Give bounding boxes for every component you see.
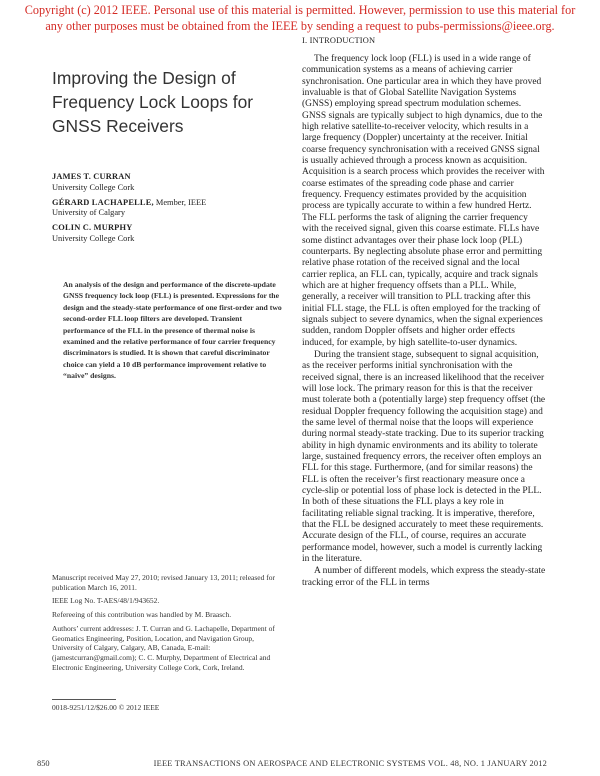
footnotes <box>52 573 284 677</box>
title-line-1: Improving the Design of <box>52 68 236 88</box>
paper-title <box>52 66 284 138</box>
body-text <box>302 54 546 589</box>
body-paragraph-3: A number of different models, which express the steady-state tracking error of the FLL in terms <box>302 566 546 588</box>
author-list <box>52 172 284 249</box>
author-affiliation: University of Calgary <box>52 208 126 218</box>
author-name: JAMES T. CURRAN <box>52 172 131 181</box>
copyright-line-2: any other purposes must be obtained from the IEEE by sending a request to pubs-permissions@ieee.org. <box>45 19 555 33</box>
copyright-notice <box>0 2 600 34</box>
author-name: GÉRARD LACHAPELLE, <box>52 197 154 207</box>
author-affiliation: University College Cork <box>52 233 135 243</box>
ieee-log-number: IEEE Log No. T-AES/48/1/943652. <box>52 596 160 606</box>
author-3 <box>52 223 284 244</box>
refereeing-note: Refereeing of this contribution was handled by M. Braasch. <box>52 610 232 620</box>
section-heading: I. INTRODUCTION <box>302 36 376 45</box>
journal-info: IEEE TRANSACTIONS ON AEROSPACE AND ELECTRONIC SYSTEMS VOL. 48, NO. 1 JANUARY 2012 <box>153 759 547 768</box>
author-role: Member, IEEE <box>153 197 207 207</box>
title-line-2: Frequency Lock Loops for <box>52 92 254 112</box>
author-addresses: Authors’ current addresses: J. T. Curran and G. Lachapelle, Department of Geomatics Engineering, Position, Location, and Navigation Group, University of Calgary, Calgary, AB, Canada, E-mail: (jamestcurran@gmail.com); C. C. Murphy, Department of Electrical and Electronic Engineering, University College Cork, Cork, Ireland. <box>52 624 275 672</box>
manuscript-dates: Manuscript received May 27, 2010; revised January 13, 2011; released for publication March 16, 2011. <box>52 573 275 592</box>
page-number: 850 <box>37 759 50 768</box>
abstract: An analysis of the design and performance of the discrete-update GNSS frequency lock loop (FLL) is presented. Expressions for the design and the steady-state performance of one first-order and two second-order FLL loop filters are developed. Transient performance of the FLL in the presence of thermal noise is examined and the relative performance of four carrier frequency discriminators is studied. It is shown that careful discriminator choice can yield a 10 dB performance improvement relative to “naive” designs. <box>63 280 282 381</box>
footnote-rule <box>52 699 116 700</box>
author-affiliation: University College Cork <box>52 182 135 192</box>
author-1 <box>52 172 284 193</box>
author-2 <box>52 198 284 219</box>
body-paragraph-2: During the transient stage, subsequent to signal acquisition, as the receiver performs initial synchronisation with the received signal, there is an increased likelihood that the receiver will lose lock. The primary reason for this is that the receiver must tolerate both a (potentially large) step frequency offset (the residual Doppler frequency following the acquisition stage) and the same level of thermal noise that the loops will experience during normal steady-state tracking. Due to its superior tracking ability in high dynamic environments and its ability to tolerate large, sustained frequency errors, the receiver often employs an FLL for this stage. Furthermore, (and for similar reasons) the FLL is often the receiver’s first reactionary measure once a cycle-slip or potential loss of phase lock is detected in the PLL. In both of these situations the FLL plays a key role in facilitating reliable signal tracking. It is imperative, therefore, that the FLL be designed accurately to meet these requirements. Accurate design of the FLL, of course, requires an accurate performance model, however, such a model is currently lacking in the literature. <box>302 349 546 565</box>
title-line-3: GNSS Receivers <box>52 116 184 136</box>
author-name: COLIN C. MURPHY <box>52 223 133 233</box>
copyright-line-1: Copyright (c) 2012 IEEE. Personal use of this material is permitted. However, permission to use this material for <box>24 3 576 17</box>
issn-line: 0018-9251/12/$26.00 © 2012 IEEE <box>52 703 160 712</box>
body-paragraph-1: The frequency lock loop (FLL) is used in a wide range of communication systems as a means of achieving carrier synchronisation. One particular area in which they have proved invaluable is that of Global Satellite Navigation Systems (GNSS) employing spread spectrum modulation schemes. GNSS signals are typically subject to high dynamics, due to the high relative satellite-to-receiver velocity, which results in a large frequency (Doppler) uncertainty at the receiver. Initial coarse frequency synchronisation with a received GNSS signal is usually achieved through a process known as acquisition. Acquisition is a search process which provides the receiver with coarse estimates of the spreading code phase and carrier frequency. Frequency estimates provided by the acquisition process are typically accurate to within a few hundred Hertz. The FLL performs the task of aligning the carrier frequency with the received signal, given this coarse estimate. FLLs have some distinct advantages over their phase lock loop (PLL) counterparts. By neglecting absolute phase error and permitting relative phase rotation of the received signal and the local carrier replica, an FLL can, typically, acquire and track signals which are at higher frequency offsets than a PLL. While, generally, a receiver will transition to PLL tracking after this initial FLL stage, the FLL is often employed for the tracking of signals subject to severe dynamics, when the signal experiences sudden, random Doppler offsets and higher order effects induced, for example, by high satellite-to-user dynamics. <box>302 54 545 348</box>
